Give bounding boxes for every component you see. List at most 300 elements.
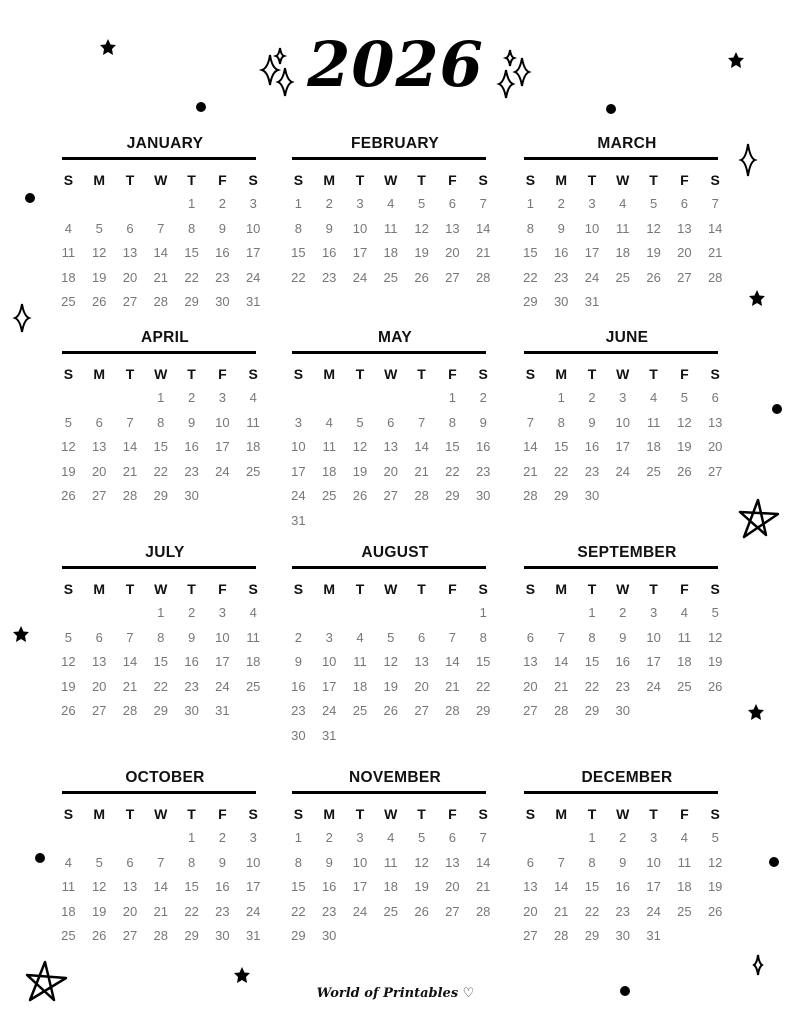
weekday-label: W <box>616 366 630 382</box>
weekday-label: S <box>63 806 74 822</box>
day-cell: 12 <box>677 414 692 430</box>
day-cell: 20 <box>445 245 460 260</box>
day-cell: 22 <box>184 269 199 285</box>
weekday-header <box>283 577 499 601</box>
day-cell <box>546 826 577 851</box>
day-cell: 13 <box>523 654 538 669</box>
day-cell: 30 <box>184 703 199 718</box>
day-cell <box>468 509 499 534</box>
day-cell: 29 <box>475 703 491 718</box>
day-cell: 24 <box>352 269 368 285</box>
weekday-label: S <box>293 806 304 822</box>
day-cell: 8 <box>526 220 535 236</box>
day-cell: 25 <box>61 928 76 943</box>
day-cell: 5 <box>417 830 426 845</box>
weekday-label: W <box>384 806 398 822</box>
weekday-label: T <box>649 806 658 822</box>
week-row <box>53 290 269 315</box>
day-cell: 29 <box>584 928 600 943</box>
day-cell: 6 <box>95 414 103 430</box>
day-cell: 28 <box>122 488 138 503</box>
day-cell: 4 <box>680 830 688 845</box>
weekday-header <box>283 802 499 826</box>
day-cell: 24 <box>352 903 368 919</box>
day-cell: 21 <box>122 678 138 694</box>
day-cell <box>375 924 406 949</box>
day-cell: 30 <box>475 488 491 503</box>
weekday-label: W <box>384 172 398 188</box>
day-cell: 14 <box>475 854 491 870</box>
sparkle-icon <box>15 304 29 332</box>
week-row <box>283 601 499 626</box>
weekday-label: W <box>616 806 630 822</box>
day-cell: 13 <box>677 220 692 236</box>
day-cell: 6 <box>417 629 426 645</box>
weekday-label: T <box>587 366 597 382</box>
day-cell <box>345 601 376 626</box>
day-cell: 19 <box>707 879 723 894</box>
weekday-label: F <box>680 366 689 382</box>
day-cell: 18 <box>677 879 692 894</box>
week-row <box>515 626 731 651</box>
day-cell: 12 <box>352 439 368 454</box>
day-cell: 8 <box>157 629 165 645</box>
day-cell: 24 <box>245 903 261 919</box>
week-row <box>283 675 499 700</box>
week-row <box>283 217 499 242</box>
day-cell: 15 <box>153 439 169 454</box>
day-cell: 2 <box>325 830 333 845</box>
day-cell: 23 <box>615 903 631 919</box>
day-cell: 27 <box>523 703 538 718</box>
day-cell <box>700 484 731 509</box>
day-cell: 31 <box>215 703 230 718</box>
day-cell: 7 <box>526 414 535 430</box>
day-cell: 3 <box>218 605 226 620</box>
day-cell <box>375 386 406 411</box>
day-cell: 12 <box>414 220 429 236</box>
week-row <box>283 509 499 534</box>
day-cell <box>375 601 406 626</box>
day-cell: 18 <box>61 903 76 919</box>
day-cell: 27 <box>122 294 138 309</box>
day-cell: 11 <box>246 629 260 645</box>
day-cell: 13 <box>414 654 429 669</box>
day-cell: 20 <box>445 879 460 894</box>
day-cell: 4 <box>619 196 627 211</box>
month-underline <box>524 566 718 569</box>
weekday-label: S <box>710 806 720 822</box>
day-cell: 12 <box>61 654 76 669</box>
day-cell: 15 <box>584 879 600 894</box>
day-cell: 3 <box>294 414 303 430</box>
day-cell: 15 <box>553 439 569 454</box>
weekday-label: F <box>218 172 227 188</box>
day-cell: 10 <box>291 439 306 454</box>
day-cell <box>345 924 376 949</box>
day-cell: 11 <box>384 854 398 870</box>
week-row <box>283 724 499 749</box>
weekday-label: W <box>384 366 398 382</box>
day-cell: 25 <box>383 903 399 919</box>
month-name: SEPTEMBER <box>577 544 677 561</box>
day-cell: 29 <box>291 928 306 943</box>
day-cell: 24 <box>646 903 661 919</box>
weekday-label: T <box>355 366 365 382</box>
day-cell: 19 <box>91 903 107 919</box>
day-cell: 20 <box>122 269 138 285</box>
month-underline <box>524 791 718 794</box>
day-cell: 2 <box>479 390 487 405</box>
week-row <box>283 826 499 851</box>
month-underline <box>524 351 718 354</box>
day-cell <box>638 290 669 315</box>
weekday-label: S <box>63 366 74 382</box>
day-cell: 20 <box>91 678 107 694</box>
month-name: DECEMBER <box>581 769 673 786</box>
day-cell: 19 <box>352 463 368 479</box>
week-row <box>515 435 731 460</box>
day-cell: 2 <box>557 196 565 211</box>
day-cell <box>53 826 84 851</box>
weekday-header <box>515 802 731 826</box>
weekday-label: S <box>478 581 488 597</box>
weekday-label: M <box>93 366 106 382</box>
day-cell: 6 <box>126 854 134 870</box>
day-cell: 5 <box>95 220 103 236</box>
day-cell: 31 <box>321 727 337 743</box>
day-cell <box>283 386 314 411</box>
day-cell: 4 <box>249 390 257 405</box>
day-cell: 29 <box>153 488 169 503</box>
day-cell: 10 <box>321 654 337 669</box>
weekday-label: M <box>93 172 106 188</box>
day-cell: 7 <box>479 830 487 845</box>
weekday-label: W <box>616 172 630 188</box>
weekday-label: W <box>154 366 168 382</box>
day-cell: 8 <box>187 220 196 236</box>
weekday-label: F <box>448 581 457 597</box>
day-cell: 13 <box>523 879 538 894</box>
day-cell: 11 <box>322 439 336 454</box>
day-cell: 9 <box>294 654 303 669</box>
day-cell <box>700 699 731 724</box>
day-cell: 20 <box>677 245 692 260</box>
weekday-label: M <box>555 806 568 822</box>
day-cell <box>515 826 546 851</box>
day-cell: 5 <box>649 196 658 211</box>
day-cell: 28 <box>475 269 491 285</box>
day-cell <box>238 699 269 724</box>
day-cell: 14 <box>475 220 491 236</box>
day-cell: 4 <box>64 220 73 236</box>
day-cell: 18 <box>61 269 76 285</box>
day-cell: 1 <box>187 830 196 845</box>
day-cell: 31 <box>291 512 306 528</box>
day-cell: 9 <box>619 629 627 645</box>
day-cell: 8 <box>448 414 456 430</box>
day-cell: 3 <box>619 390 627 405</box>
day-cell: 9 <box>588 414 596 430</box>
day-cell: 13 <box>122 879 138 894</box>
day-cell: 26 <box>707 903 723 919</box>
day-cell: 22 <box>153 678 169 694</box>
weekday-label: S <box>710 581 720 597</box>
day-cell: 16 <box>291 678 306 694</box>
day-cell: 25 <box>245 678 261 694</box>
day-cell: 12 <box>91 245 107 260</box>
dot-icon <box>769 857 779 867</box>
day-cell: 21 <box>523 463 538 479</box>
day-cell: 16 <box>215 879 230 894</box>
day-cell: 8 <box>294 854 303 870</box>
day-cell: 22 <box>475 678 491 694</box>
week-row <box>515 900 731 925</box>
week-row <box>53 875 269 900</box>
month-name: OCTOBER <box>125 769 205 786</box>
week-row <box>53 675 269 700</box>
day-cell: 6 <box>95 629 103 645</box>
day-cell: 16 <box>321 245 337 260</box>
week-row <box>515 266 731 291</box>
week-row <box>53 411 269 436</box>
weekday-label: T <box>125 172 135 188</box>
day-cell: 29 <box>445 488 460 503</box>
day-cell: 17 <box>646 879 661 894</box>
day-cell: 22 <box>291 269 306 285</box>
weekday-label: F <box>680 806 689 822</box>
day-cell: 14 <box>153 245 169 260</box>
weekday-label: W <box>616 581 630 597</box>
day-cell: 27 <box>707 463 723 479</box>
day-cell: 6 <box>526 629 535 645</box>
day-cell: 12 <box>61 439 76 454</box>
day-cell: 6 <box>680 196 688 211</box>
day-cell: 18 <box>383 879 399 894</box>
week-row <box>515 411 731 436</box>
weekday-label: S <box>63 581 74 597</box>
day-cell: 25 <box>61 294 76 309</box>
day-cell <box>53 192 84 217</box>
day-cell: 9 <box>479 414 487 430</box>
day-cell: 11 <box>61 879 76 894</box>
weekday-label: S <box>525 366 536 382</box>
weekday-label: T <box>649 581 658 597</box>
day-cell: 12 <box>646 220 661 236</box>
weekday-header <box>53 577 269 601</box>
day-cell <box>669 924 700 949</box>
day-cell: 23 <box>615 678 631 694</box>
weekday-label: S <box>525 172 536 188</box>
weekday-label: W <box>154 806 168 822</box>
day-cell: 7 <box>448 629 456 645</box>
day-cell: 5 <box>417 196 426 211</box>
week-row <box>53 900 269 925</box>
day-cell: 14 <box>414 439 429 454</box>
weekday-label: T <box>417 806 426 822</box>
day-cell: 13 <box>91 439 107 454</box>
day-cell: 7 <box>126 414 134 430</box>
day-cell: 3 <box>356 196 364 211</box>
day-cell: 28 <box>153 928 169 943</box>
sparkle-icon <box>741 144 755 176</box>
day-cell: 17 <box>615 439 631 454</box>
month-january <box>53 134 269 315</box>
day-cell: 25 <box>383 269 399 285</box>
weekday-header <box>515 168 731 192</box>
day-cell <box>669 699 700 724</box>
week-row <box>53 601 269 626</box>
week-row <box>53 217 269 242</box>
day-cell: 23 <box>215 903 230 919</box>
day-cell: 27 <box>523 928 538 943</box>
day-cell: 2 <box>294 629 303 645</box>
weekday-label: S <box>525 806 536 822</box>
week-row <box>283 924 499 949</box>
day-cell <box>669 484 700 509</box>
month-underline <box>292 791 486 794</box>
day-cell: 24 <box>245 269 261 285</box>
day-cell: 19 <box>383 678 399 694</box>
month-name: JANUARY <box>126 135 204 152</box>
week-row <box>283 626 499 651</box>
day-cell: 2 <box>588 390 596 405</box>
week-row <box>53 241 269 266</box>
month-july <box>53 543 269 724</box>
day-cell: 2 <box>619 830 627 845</box>
day-cell: 16 <box>553 245 569 260</box>
weekday-label: F <box>218 366 227 382</box>
day-cell: 17 <box>646 654 661 669</box>
day-cell: 26 <box>383 703 399 718</box>
day-cell: 5 <box>387 629 395 645</box>
day-cell: 2 <box>187 390 196 405</box>
day-cell: 30 <box>615 703 631 718</box>
footer-brand: World of Printables ♡ <box>316 986 475 1001</box>
day-cell: 12 <box>414 854 429 870</box>
weekday-label: T <box>587 581 597 597</box>
day-cell: 18 <box>383 245 399 260</box>
day-cell: 26 <box>677 463 692 479</box>
day-cell: 15 <box>184 879 199 894</box>
day-cell: 7 <box>126 629 134 645</box>
day-cell: 19 <box>91 269 107 285</box>
dot-icon <box>606 104 616 114</box>
day-cell: 7 <box>557 854 565 870</box>
day-cell: 2 <box>325 196 333 211</box>
day-cell <box>84 386 115 411</box>
weekday-label: M <box>323 172 336 188</box>
day-cell: 17 <box>584 245 600 260</box>
day-cell: 17 <box>352 245 368 260</box>
week-row <box>53 192 269 217</box>
day-cell: 1 <box>294 830 303 845</box>
day-cell: 1 <box>157 390 165 405</box>
day-cell <box>607 484 638 509</box>
day-cell: 28 <box>707 269 723 285</box>
day-cell: 21 <box>153 269 169 285</box>
weekday-label: S <box>293 366 304 382</box>
month-name: JUNE <box>605 329 649 346</box>
day-cell: 8 <box>187 854 196 870</box>
day-cell: 17 <box>245 879 261 894</box>
weekday-label: S <box>710 366 720 382</box>
day-cell: 15 <box>584 654 600 669</box>
week-row <box>515 675 731 700</box>
weekday-label: M <box>323 366 336 382</box>
week-row <box>53 484 269 509</box>
day-cell: 2 <box>187 605 196 620</box>
day-cell: 1 <box>157 605 165 620</box>
day-cell: 22 <box>584 678 600 694</box>
day-cell: 29 <box>153 703 169 718</box>
day-cell: 21 <box>445 678 460 694</box>
day-cell: 10 <box>352 220 368 236</box>
day-cell: 19 <box>677 439 692 454</box>
day-cell: 18 <box>352 678 368 694</box>
day-cell <box>406 601 437 626</box>
day-cell: 7 <box>479 196 487 211</box>
day-cell: 14 <box>122 439 138 454</box>
day-cell: 11 <box>353 654 367 669</box>
weekday-label: M <box>93 581 106 597</box>
day-cell: 14 <box>122 654 138 669</box>
day-cell: 5 <box>711 830 719 845</box>
week-row <box>283 699 499 724</box>
month-underline <box>292 566 486 569</box>
day-cell: 5 <box>95 854 103 870</box>
day-cell: 19 <box>646 245 661 260</box>
weekday-label: T <box>187 581 196 597</box>
star-icon <box>748 704 764 720</box>
day-cell: 9 <box>187 629 196 645</box>
day-cell: 17 <box>321 678 337 694</box>
day-cell: 3 <box>218 390 226 405</box>
day-cell: 9 <box>557 220 565 236</box>
day-cell <box>207 484 238 509</box>
day-cell: 15 <box>445 439 460 454</box>
week-row <box>515 924 731 949</box>
day-cell: 10 <box>646 629 661 645</box>
week-row <box>283 875 499 900</box>
day-cell: 6 <box>526 854 535 870</box>
weekday-label: T <box>417 366 426 382</box>
day-cell: 4 <box>356 629 364 645</box>
day-cell <box>84 601 115 626</box>
weekday-label: T <box>649 172 658 188</box>
week-row <box>53 460 269 485</box>
weekday-label: T <box>587 172 597 188</box>
day-cell: 1 <box>187 196 196 211</box>
day-cell: 1 <box>294 196 303 211</box>
week-row <box>515 699 731 724</box>
day-cell <box>283 601 314 626</box>
month-february <box>283 134 499 290</box>
week-row <box>53 826 269 851</box>
dot-icon <box>35 853 45 863</box>
day-cell: 6 <box>448 830 456 845</box>
day-cell: 15 <box>475 654 491 669</box>
day-cell: 22 <box>523 269 538 285</box>
weekday-header <box>283 362 499 386</box>
day-cell: 6 <box>448 196 456 211</box>
weekday-label: F <box>448 172 457 188</box>
day-cell: 28 <box>414 488 429 503</box>
month-underline <box>62 791 256 794</box>
day-cell: 9 <box>619 854 627 870</box>
day-cell: 28 <box>122 703 138 718</box>
week-row <box>515 217 731 242</box>
